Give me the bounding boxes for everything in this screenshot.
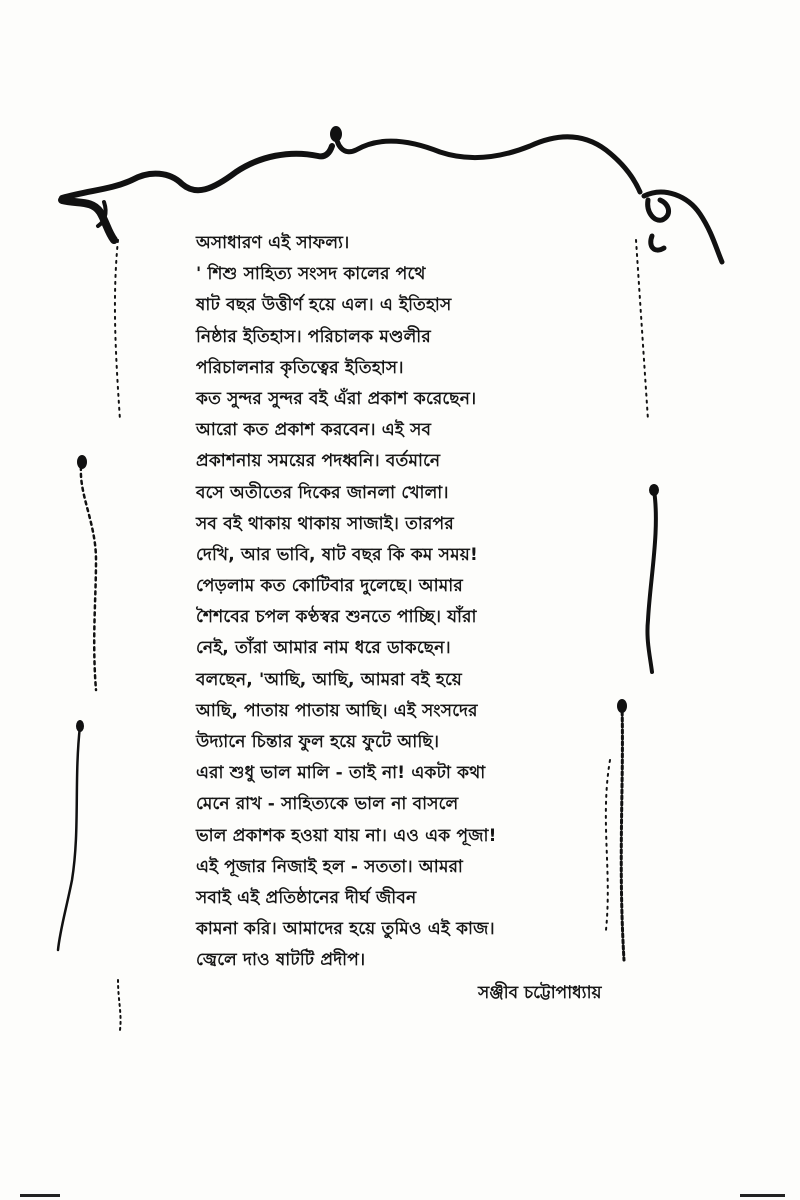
top-left-ink-blob [61, 196, 71, 204]
letter-line: এরা শুধু ভাল মালি - তাই না! একটা কথা [196, 763, 486, 784]
letter-line: এই পূজার নিজাই হল - সততা। আমরা [196, 856, 464, 877]
right-wave-1 [647, 490, 655, 672]
letter-line: দেখি, আর ভাবি, ষাট বছর কি কম সময়! [196, 544, 478, 565]
left-wave-1 [81, 460, 96, 690]
left-ink-blob-2 [76, 720, 84, 732]
top-border-stroke [62, 146, 332, 198]
letter-line: প্রকাশনায় সময়ের পদধ্বনি। বর্তমানে [196, 451, 441, 472]
left-ink-blob-1 [77, 455, 87, 469]
left-dotted-line-1 [115, 240, 120, 420]
letter-line: ভাল প্রকাশক হওয়া যায় না। এও এক পূজা! [196, 825, 497, 846]
left-wave-2 [58, 726, 80, 950]
letter-line: জ্বেলে দাও ষাটটি প্রদীপ। [196, 950, 366, 971]
letter-line: কামনা করি। আমাদের হয়ে তুমিও এই কাজ। [196, 919, 495, 940]
right-ink-blob-1 [649, 484, 659, 496]
left-dotted-line-2 [118, 980, 121, 1030]
top-ink-blob [330, 126, 342, 142]
letter-line: কত সুন্দর সুন্দর বই এঁরা প্রকাশ করেছেন। [196, 388, 477, 409]
letter-line: বলছেন, 'আছি, আছি, আমরা বই হয়ে [196, 669, 462, 690]
letter-line: নিষ্ঠার ইতিহাস। পরিচালক মণ্ডলীর [196, 326, 431, 347]
letter-line: উদ্যানে চিন্তার ফুল হয়ে ফুটে আছি। [196, 732, 440, 752]
bottom-edge-mark-right [740, 1194, 785, 1197]
top-right-drop [651, 236, 664, 250]
letter-line: পরিচালনার কৃতিত্বের ইতিহাস। [196, 357, 404, 378]
signature: সঞ্জীব চট্টোপাধ্যায় [478, 983, 602, 1003]
letter-line: নেই, তাঁরা আমার নাম ধরে ডাকছেন। [196, 638, 451, 659]
handwritten-letter [196, 228, 646, 977]
letter-line: মেনে রাখ - সাহিত্যকে ভাল না বাসলে [196, 794, 459, 815]
letter-line: সবাই এই প্রতিষ্ঠানের দীর্ঘ জীবন [196, 887, 417, 908]
letter-line: পেড়লাম কত কোটিবার দুলেছে। আমার [196, 576, 463, 597]
letter-line: আছি, পাতায় পাতায় আছি। এই সংসদের [196, 700, 478, 721]
letter-line: অসাধারণ এই সাফল্য। [196, 233, 350, 253]
letter-line: শৈশবের চপল কণ্ঠস্বর শুনতে পাচ্ছি। যাঁরা [196, 607, 477, 628]
bottom-edge-mark-left [20, 1194, 60, 1197]
letter-line: সব বই থাকায় থাকায় সাজাই। তারপর [196, 513, 454, 534]
letter-line: ষাট বছর উত্তীর্ণ হয়ে এল। এ ইতিহাস [196, 295, 452, 316]
letter-line: আরো কত প্রকাশ করবেন। এই সব [196, 420, 432, 441]
letter-line: বসে অতীতের দিকের জানলা খোলা। [196, 482, 449, 503]
top-border-stroke-2 [336, 132, 640, 192]
top-right-hook [648, 200, 669, 220]
letter-line: ' শিশু সাহিত্য সংসদ কালের পথে [196, 264, 426, 285]
